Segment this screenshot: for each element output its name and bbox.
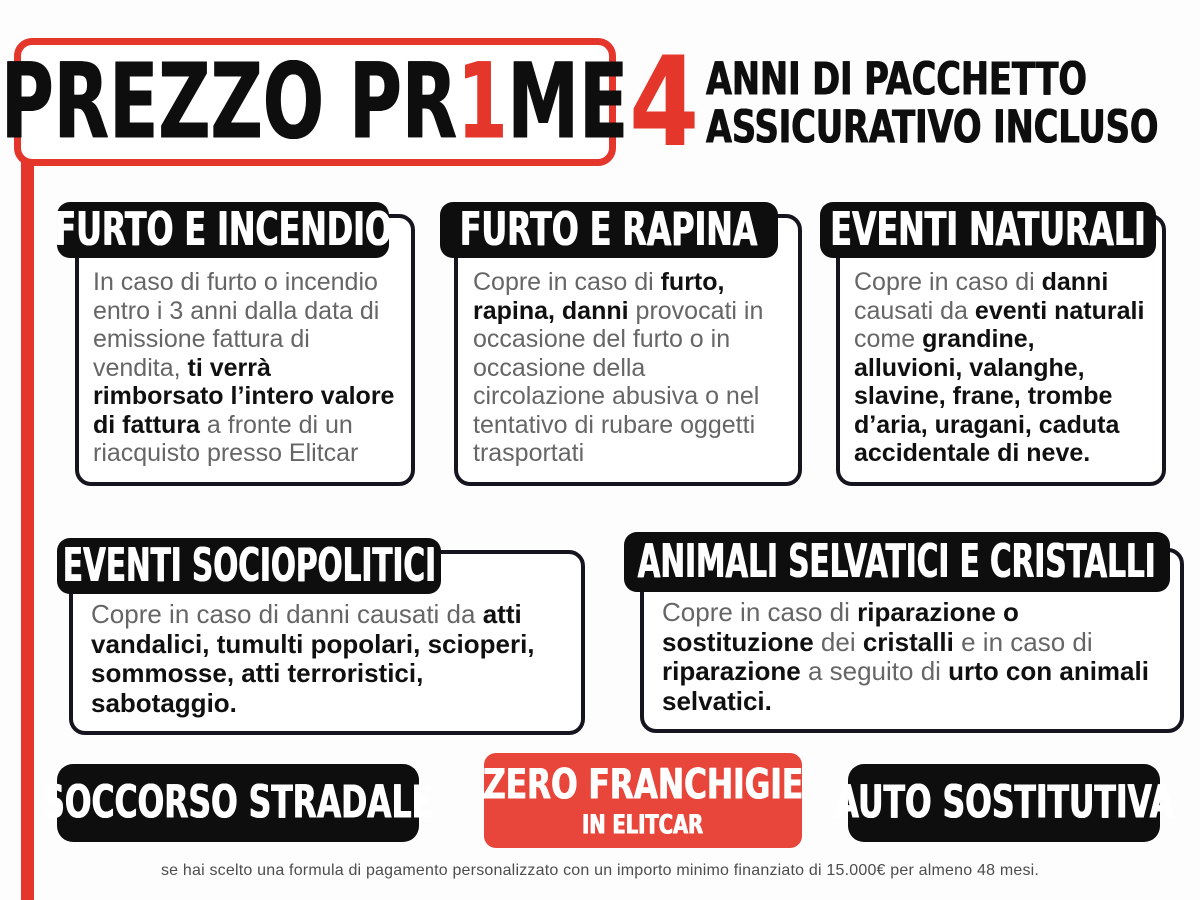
page-subtitle — [706, 53, 1200, 155]
card-animali-selvatici-e-cristalli-header — [624, 532, 1170, 592]
page-title — [1, 40, 629, 163]
card-title: ANIMALI SELVATICI E CRISTALLI — [637, 534, 1157, 589]
title-highlight-digit: 1 — [457, 40, 508, 163]
card-title: FURTO E RAPINA — [460, 202, 758, 257]
badge-label: SOCCORSO STRADALE — [42, 776, 434, 830]
card-eventi-naturali-header — [820, 202, 1156, 258]
badge-label: AUTO SOSTITUTIVA — [834, 776, 1174, 830]
badge-label-line1: ZERO FRANCHIGIE — [482, 760, 804, 810]
badge-label-line2: IN ELITCAR — [582, 809, 704, 840]
badge-zero-franchigie — [484, 753, 802, 848]
card-furto-e-incendio-body: In caso di furto o incendio entro i 3 anni dalla data di emissione fattura di vendita, ti verrà rimborsato l’intero valore di fattura a fronte di un riacquisto presso Elitcar — [75, 214, 415, 486]
title-box — [1, 38, 629, 166]
card-furto-e-incendio-header — [54, 202, 392, 258]
badge-auto-sostitutiva — [834, 764, 1174, 842]
card-furto-e-rapina — [440, 202, 802, 486]
financing-footnote: se hai scelto una formula di pagamento personalizzato con un importo minimo finanziato di 15.000€ per almeno 48 mesi. — [160, 862, 1040, 879]
card-eventi-sociopolitici-header — [57, 538, 441, 594]
card-eventi-naturali — [820, 202, 1166, 486]
card-eventi-naturali-body: Copre in caso di danni causati da eventi naturali come grandine, alluvioni, valanghe, slavine, frane, trombe d’aria, uragani, caduta accidentale di neve. — [836, 214, 1166, 486]
card-eventi-sociopolitici-body: Copre in caso di danni causati da atti vandalici, tumulti popolari, scioperi, sommosse, atti terroristici, sabotaggio. — [69, 550, 585, 735]
badge-soccorso-stradale — [42, 764, 434, 842]
years-number-digit: 4 — [629, 31, 699, 175]
years-number — [622, 31, 706, 175]
subtitle-line1: ANNI DI PACCHETTO — [706, 53, 1087, 107]
red-vertical-line-decoration — [21, 158, 34, 900]
title-part1: PREZZO PR — [1, 40, 458, 163]
title-part2: ME — [507, 40, 629, 163]
card-animali-selvatici-e-cristalli-body: Copre in caso di riparazione o sostituzione dei cristalli e in caso di riparazione a seguito di urto con animali selvatici. — [640, 548, 1184, 733]
subtitle-line2: ASSICURATIVO INCLUSO — [706, 101, 1159, 155]
card-title: EVENTI SOCIOPOLITICI — [62, 538, 436, 593]
card-furto-e-incendio — [54, 202, 415, 486]
card-eventi-sociopolitici — [57, 538, 585, 735]
card-furto-e-rapina-body: Copre in caso di furto, rapina, danni provocati in occasione del furto o in occasione della circolazione abusiva o nel tentativo di rubare oggetti trasportati — [454, 214, 802, 486]
card-title: FURTO E INCENDIO — [54, 202, 392, 257]
card-title: EVENTI NATURALI — [830, 202, 1146, 257]
card-furto-e-rapina-header — [440, 202, 778, 258]
card-animali-selvatici-e-cristalli — [624, 532, 1184, 733]
